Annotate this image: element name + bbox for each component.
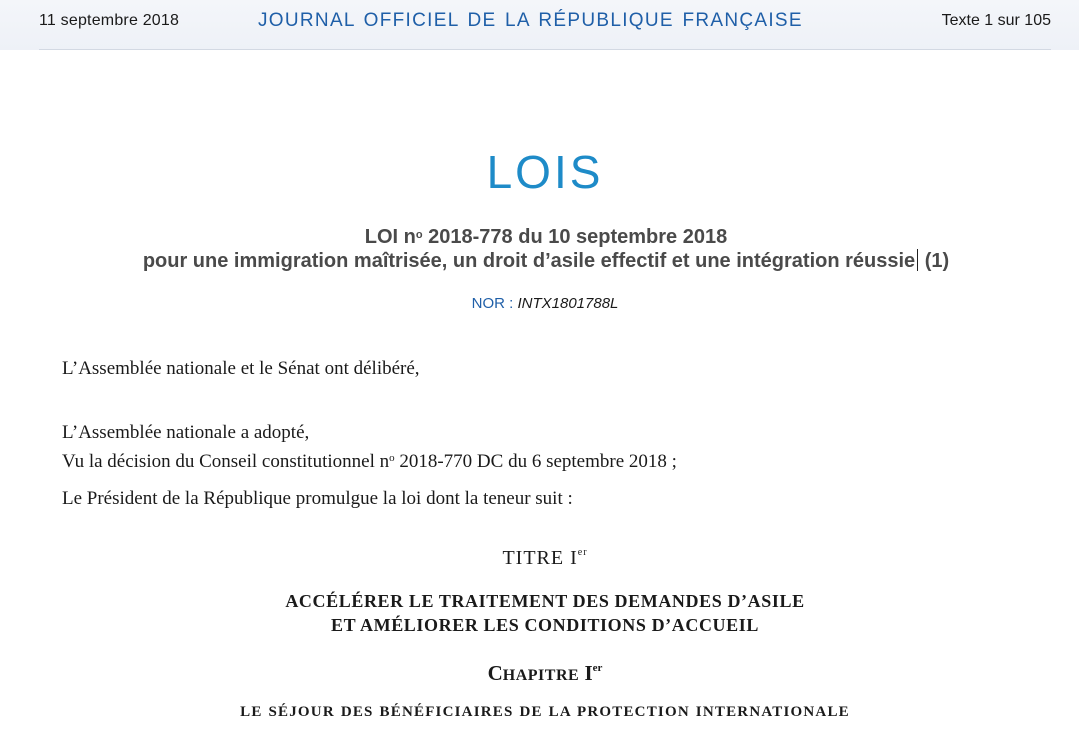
header-divider: [39, 49, 1051, 50]
law-title-sup: o: [415, 229, 423, 241]
chapitre-initial: C: [487, 661, 503, 685]
nor-value: INTX1801788L: [517, 295, 619, 312]
chapitre-sup: er: [592, 662, 603, 674]
publication-date: 11 septembre 2018: [39, 12, 180, 29]
category-title: LOIS: [486, 146, 604, 198]
law-subtitle[interactable]: pour une immigration maîtrisée, un droit d’asile effectif et une intégration réussie: [142, 250, 916, 272]
paragraph-deliberation: L’Assemblée nationale et le Sénat ont délibéré,: [62, 358, 420, 379]
decision-text-start: Vu la décision du Conseil constitutionnel n: [62, 451, 390, 472]
chapitre-rest: HAPITRE: [502, 667, 580, 684]
titre-sup: er: [577, 547, 588, 558]
law-note-reference: (1): [919, 250, 950, 272]
titre-heading-line-2: ET AMÉLIORER LES CONDITIONS D’ACCUEIL: [331, 615, 759, 635]
chapitre-heading: LE SÉJOUR DES BÉNÉFICIAIRES DE LA PROTECTION INTERNATIONALE: [240, 704, 850, 720]
law-title-rest: 2018-778 du 10 septembre 2018: [422, 226, 728, 248]
page-header: [0, 0, 1079, 50]
chapitre-label: [0, 660, 1079, 689]
law-title-prefix: LOI n: [364, 226, 416, 248]
paragraph-decision: [62, 450, 677, 474]
law-title-line-1: [0, 226, 1079, 249]
decision-sup: o: [389, 452, 395, 464]
journal-title: JOURNAL OFFICIEL DE LA RÉPUBLIQUE FRANÇAISE: [258, 10, 803, 31]
text-count: Texte 1 sur 105: [941, 12, 1051, 29]
decision-text-end: 2018-770 DC du 6 septembre 2018 ;: [394, 451, 677, 472]
titre-label-text: TITRE I: [502, 547, 578, 569]
titre-heading-line-1: ACCÉLÉRER LE TRAITEMENT DES DEMANDES D’ASILE: [285, 591, 805, 611]
paragraph-promulgation: Le Président de la République promulgue la loi dont la teneur suit :: [62, 488, 573, 509]
chapitre-number: I: [579, 661, 593, 685]
nor-reference: [0, 295, 1079, 312]
paragraph-adoption: L’Assemblée nationale a adopté,: [62, 422, 310, 443]
law-title: [0, 226, 1079, 273]
titre-label: [0, 545, 1079, 571]
law-title-line-2: [0, 249, 1079, 273]
nor-label: NOR :: [471, 295, 518, 312]
